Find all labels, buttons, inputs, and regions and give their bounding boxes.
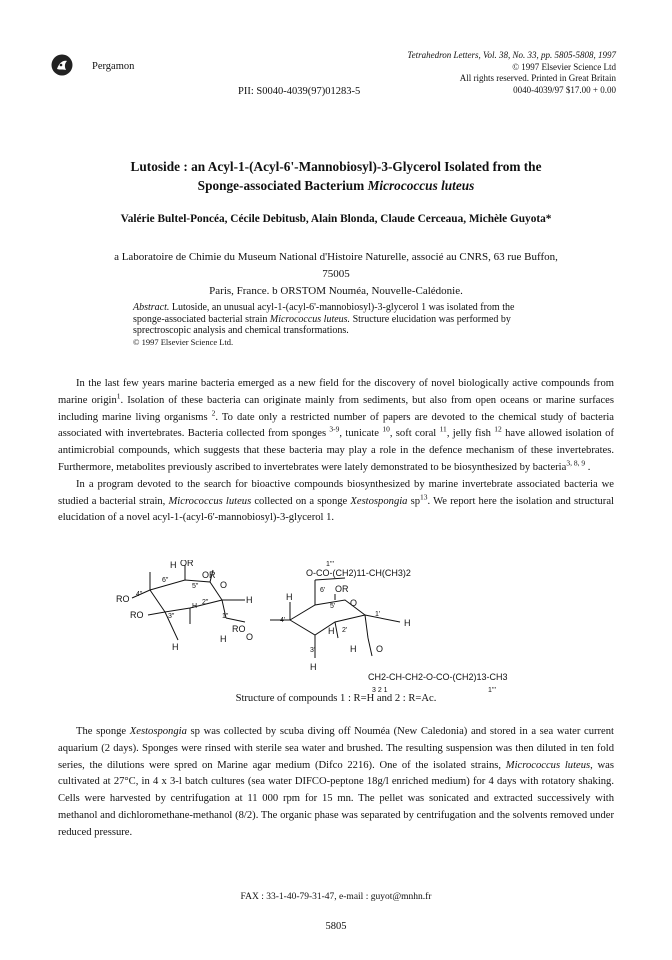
ref: 3-9 — [329, 424, 340, 434]
svg-text:6': 6' — [320, 587, 326, 594]
paragraph-1 — [58, 376, 614, 477]
p3-text: , was cultivated at 27°C, in 4 x 3-l batch cultures (sea water DIFCO-peptone 18g/l enriched medium) for 4 days with rotatory shaking. Cells were harvested by centrifugation at 11 000 rpm for 15 mn. The pellet was sonicated and extracted successively with methanol and dichloromethane-methanol (8/2). The organic phase was separated by centrifugation and the solvents removed under reduced pressure. — [58, 759, 614, 838]
p1-text: . To date only a restricted number of papers are devoted to the chemical study of bacteria associated with invertebrates. Bacteria collected from sponges — [58, 411, 614, 440]
page-number: 5805 — [325, 921, 347, 932]
abstract-species: Micrococcus luteus. — [269, 313, 351, 325]
paragraph-3 — [58, 724, 614, 842]
species-name: Xestospongia — [350, 495, 408, 507]
p2-text: collected on a sponge — [251, 495, 351, 507]
svg-text:O: O — [350, 598, 358, 608]
svg-text:2': 2' — [342, 627, 348, 634]
title-species: Micrococcus luteus — [367, 178, 475, 193]
svg-text:RO: RO — [130, 610, 144, 620]
affiliation-line-2: Paris, France. b ORSTOM Nouméa, Nouvelle-Calédonie. — [209, 285, 463, 297]
contact-footer: FAX : 33-1-40-79-31-47, e-mail : guyot@mnhn.fr — [240, 892, 432, 902]
species-name: Micrococcus luteus — [168, 495, 252, 507]
acyl-chain-top: O-CO-(CH2)11-CH(CH3)2 — [306, 568, 411, 578]
price-line: 0040-4039/97 $17.00 + 0.00 — [513, 84, 616, 95]
abstract-text-1: Lutoside, an unusual acyl-1-(acyl-6'-mannobiosyl)-3-glycerol 1 was isolated from the sponge-associated bacterial strain — [133, 302, 515, 325]
svg-text:1": 1" — [222, 613, 229, 620]
p1-text: . Isolation of these bacteria can originate mainly from sediments, but also from open oceans or marine surfaces including marine living organisms — [58, 394, 614, 423]
p1-text: , soft coral — [389, 428, 440, 440]
p1-text: , tunicate — [339, 428, 383, 440]
journal-line: Tetrahedron Letters, Vol. 38, No. 33, pp. 5805-5808, 1997 — [407, 50, 616, 60]
p3-text: sp was collected by scuba diving off Nouméa (New Caledonia) and stored in a sea water current aquarium (2 days). Sponges were rinsed with sterile sea water and brushed. The resulting suspension was then diluted in ten fold series, the dilutions were spred on Marine agar medium (Difco 2216). One of the isolated strains, — [58, 726, 615, 771]
svg-text:H: H — [172, 642, 179, 652]
figure-caption: Structure of compounds 1 : R=H and 2 : R=Ac. — [235, 693, 437, 704]
svg-text:RO: RO — [116, 594, 130, 604]
species-name: Xestospongia — [129, 726, 187, 737]
p2-text: . We report here the isolation and structural elucidation of a novel acyl-1-(acyl-6'-mannobiosyl)-3-glycerol 1. — [58, 495, 614, 524]
svg-text:1''': 1''' — [488, 687, 496, 694]
svg-text:1': 1' — [375, 611, 381, 618]
pii: PII: S0040-4039(97)01283-5 — [238, 86, 361, 97]
svg-text:3": 3" — [168, 613, 175, 620]
svg-text:3': 3' — [310, 647, 316, 654]
p1-text: have allowed isolation of antimicrobial compounds, which suggests that these bacteria may play a role in the defence mechanism of these invertebrates. Furthermore, metabolites previously ascribed to invertebrates were lately demonstrated to be biosynthesized by bacteria — [58, 428, 614, 473]
p1-text: In the last few years marine bacteria emerged as a new field for the discovery of novel biologically active compounds from marine origin — [58, 378, 614, 406]
p1-text: , jelly fish — [446, 428, 495, 440]
chemical-structure — [110, 560, 570, 700]
p2-text: In a program devoted to the search for bioactive compounds biosynthesized by marine invertebrate associated bacteria we studied a bacterial strain, — [58, 478, 614, 507]
ref: 2 — [211, 408, 216, 418]
publisher-name: Pergamon — [92, 61, 135, 72]
svg-text:H: H — [404, 618, 411, 628]
svg-text:4': 4' — [280, 617, 286, 624]
svg-text:O: O — [220, 580, 228, 590]
ref: 1 — [116, 391, 121, 401]
svg-text:OR: OR — [202, 570, 216, 580]
svg-text:5': 5' — [330, 603, 336, 610]
svg-text:O: O — [376, 644, 384, 654]
author-list: Valérie Bultel-Poncéa, Cécile Debitusb, Alain Blonda, Claude Cerceaua, Michèle Guyota* — [120, 213, 552, 225]
glycerol-chain: CH2-CH-CH2-O-CO-(CH2)13-CH3 — [368, 672, 508, 682]
svg-text:5": 5" — [192, 583, 199, 590]
intro-section — [58, 376, 614, 527]
rights-line: All rights reserved. Printed in Great Britain — [459, 73, 616, 83]
svg-text:OR: OR — [180, 560, 194, 568]
svg-text:2": 2" — [202, 599, 209, 606]
ref: 13 — [420, 492, 428, 502]
title-line-2-text: Sponge-associated Bacterium — [197, 178, 368, 193]
affiliation-line-1: a Laboratoire de Chimie du Museum National d'Histoire Naturelle, associé au CNRS, 63 rue Buffon, 75005 — [114, 251, 558, 280]
svg-text:4": 4" — [136, 591, 143, 598]
abstract-text-2: Structure elucidation was performed by sprectroscopic analysis and chemical transformations. — [133, 313, 511, 337]
svg-text:H: H — [286, 592, 293, 602]
svg-text:H: H — [328, 626, 335, 636]
ref: 11 — [439, 424, 447, 434]
svg-text:O: O — [246, 632, 254, 642]
abstract-copyright: © 1997 Elsevier Science Ltd. — [133, 336, 234, 347]
svg-text:H: H — [350, 644, 357, 654]
copyright-line: © 1997 Elsevier Science Ltd — [512, 61, 616, 72]
p3-text: The sponge — [76, 726, 130, 737]
glycerol-numbering: 3 2 1 — [372, 687, 388, 694]
affiliations — [100, 249, 572, 300]
ref: 12 — [494, 424, 502, 434]
abstract — [133, 302, 541, 348]
abstract-label: Abstract. — [133, 302, 170, 313]
ref: 10 — [382, 424, 390, 434]
svg-text:6": 6" — [162, 577, 169, 584]
svg-text:RO: RO — [232, 624, 246, 634]
species-name: Micrococcus luteus — [505, 759, 591, 771]
svg-text:OR: OR — [335, 584, 349, 594]
svg-text:H: H — [220, 634, 227, 644]
paragraph-2 — [58, 477, 614, 527]
p2-text: sp — [407, 495, 421, 507]
svg-text:H: H — [170, 560, 177, 570]
ref: 3, 8, 9 — [566, 458, 586, 468]
p1-text: . — [585, 461, 591, 473]
title-line-2 — [40, 176, 632, 195]
title-line-1: Lutoside : an Acyl-1-(Acyl-6'-Mannobiosyl)-3-Glycerol Isolated from the — [130, 159, 542, 174]
svg-text:H: H — [192, 603, 198, 610]
journal-citation — [407, 50, 616, 96]
experimental-section — [58, 724, 614, 842]
publisher-logo-icon — [51, 54, 73, 76]
svg-text:1''': 1''' — [326, 561, 334, 568]
paper-title — [40, 157, 632, 195]
svg-text:H: H — [246, 595, 253, 605]
svg-text:H: H — [310, 662, 317, 672]
